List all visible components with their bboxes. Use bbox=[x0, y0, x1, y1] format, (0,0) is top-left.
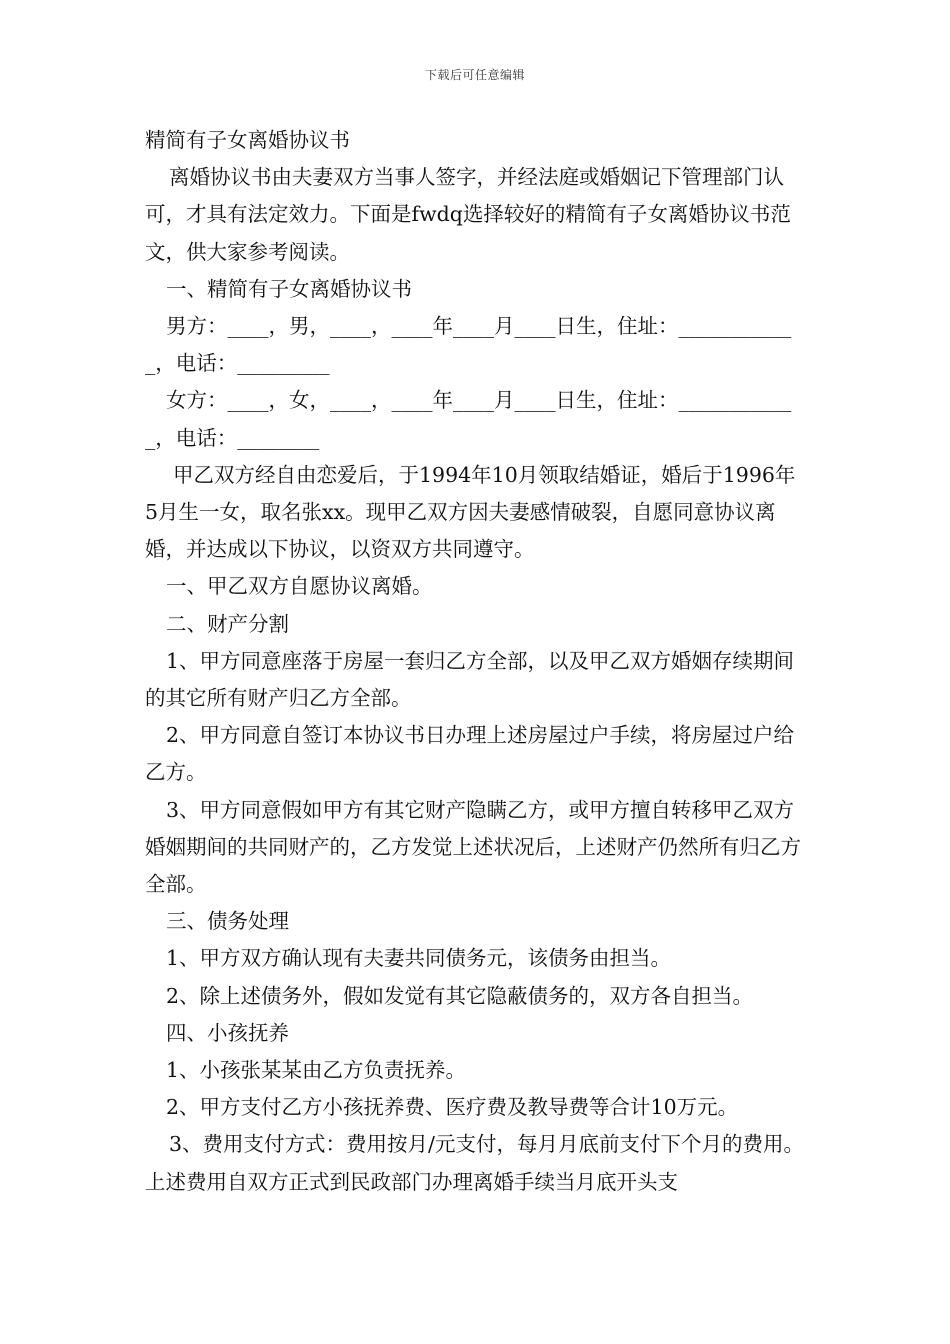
clause-item: 2、甲方支付乙方小孩抚养费、医疗费及教导费等合计10万元。 bbox=[166, 1095, 739, 1120]
clause-item: 3、费用支付方式：费用按月/元支付，每月月底前支付下个月的费用。上述费用自双方正式到民政部门办理离婚手续当月底开头支 bbox=[145, 1132, 804, 1194]
clause-item: 1、小孩张某某由乙方负责抚养。 bbox=[166, 1058, 467, 1083]
clause-heading: 二、财产分割 bbox=[166, 611, 289, 636]
clause-heading: 一、甲乙双方自愿协议离婚。 bbox=[166, 574, 433, 599]
section-heading: 一、精简有子女离婚协议书 bbox=[166, 276, 412, 301]
document-body bbox=[145, 122, 807, 1201]
clause-item: 2、甲方同意自签订本协议书日办理上述房屋过户手续，将房屋过户给乙方。 bbox=[145, 723, 795, 785]
background-paragraph: 甲乙双方经自由恋爱后，于1994年10月领取结婚证，婚后于1996年5月生一女，取名张xx。现甲乙双方因夫妻感情破裂，自愿同意协议离婚，并达成以下协议，以资双方共同遵守。 bbox=[145, 462, 796, 562]
male-party-line: 男方：____，男，____，____年____月____日生，住址：____________，电话：_________ bbox=[145, 314, 792, 376]
intro-paragraph: 离婚协议书由夫妻双方当事人签字，并经法庭或婚姻记下管理部门认可，才具有法定效力。下面是fwdq选择较好的精简有子女离婚协议书范文，供大家参考阅读。 bbox=[145, 165, 791, 264]
clause-item: 3、甲方同意假如甲方有其它财产隐瞒乙方，或甲方擅自转移甲乙双方婚姻期间的共同财产的，乙方发觉上述状况后，上述财产仍然所有归乙方全部。 bbox=[145, 797, 801, 897]
female-party-line: 女方：____，女，____，____年____月____日生，住址：____________，电话：________ bbox=[145, 388, 792, 450]
clause-item: 2、除上述债务外，假如发觉有其它隐蔽债务的，双方各自担当。 bbox=[166, 983, 754, 1008]
document-title: 精简有子女离婚协议书 bbox=[145, 128, 350, 152]
clause-heading: 四、小孩抚养 bbox=[166, 1020, 289, 1045]
page-header: 下载后可任意编辑 bbox=[424, 68, 525, 82]
clause-heading: 三、债务处理 bbox=[166, 909, 289, 934]
clause-item: 1、甲方双方确认现有夫妻共同债务元，该债务由担当。 bbox=[166, 946, 672, 971]
clause-item: 1、甲方同意座落于房屋一套归乙方全部，以及甲乙双方婚姻存续期间的其它所有财产归乙方全部。 bbox=[145, 648, 795, 711]
